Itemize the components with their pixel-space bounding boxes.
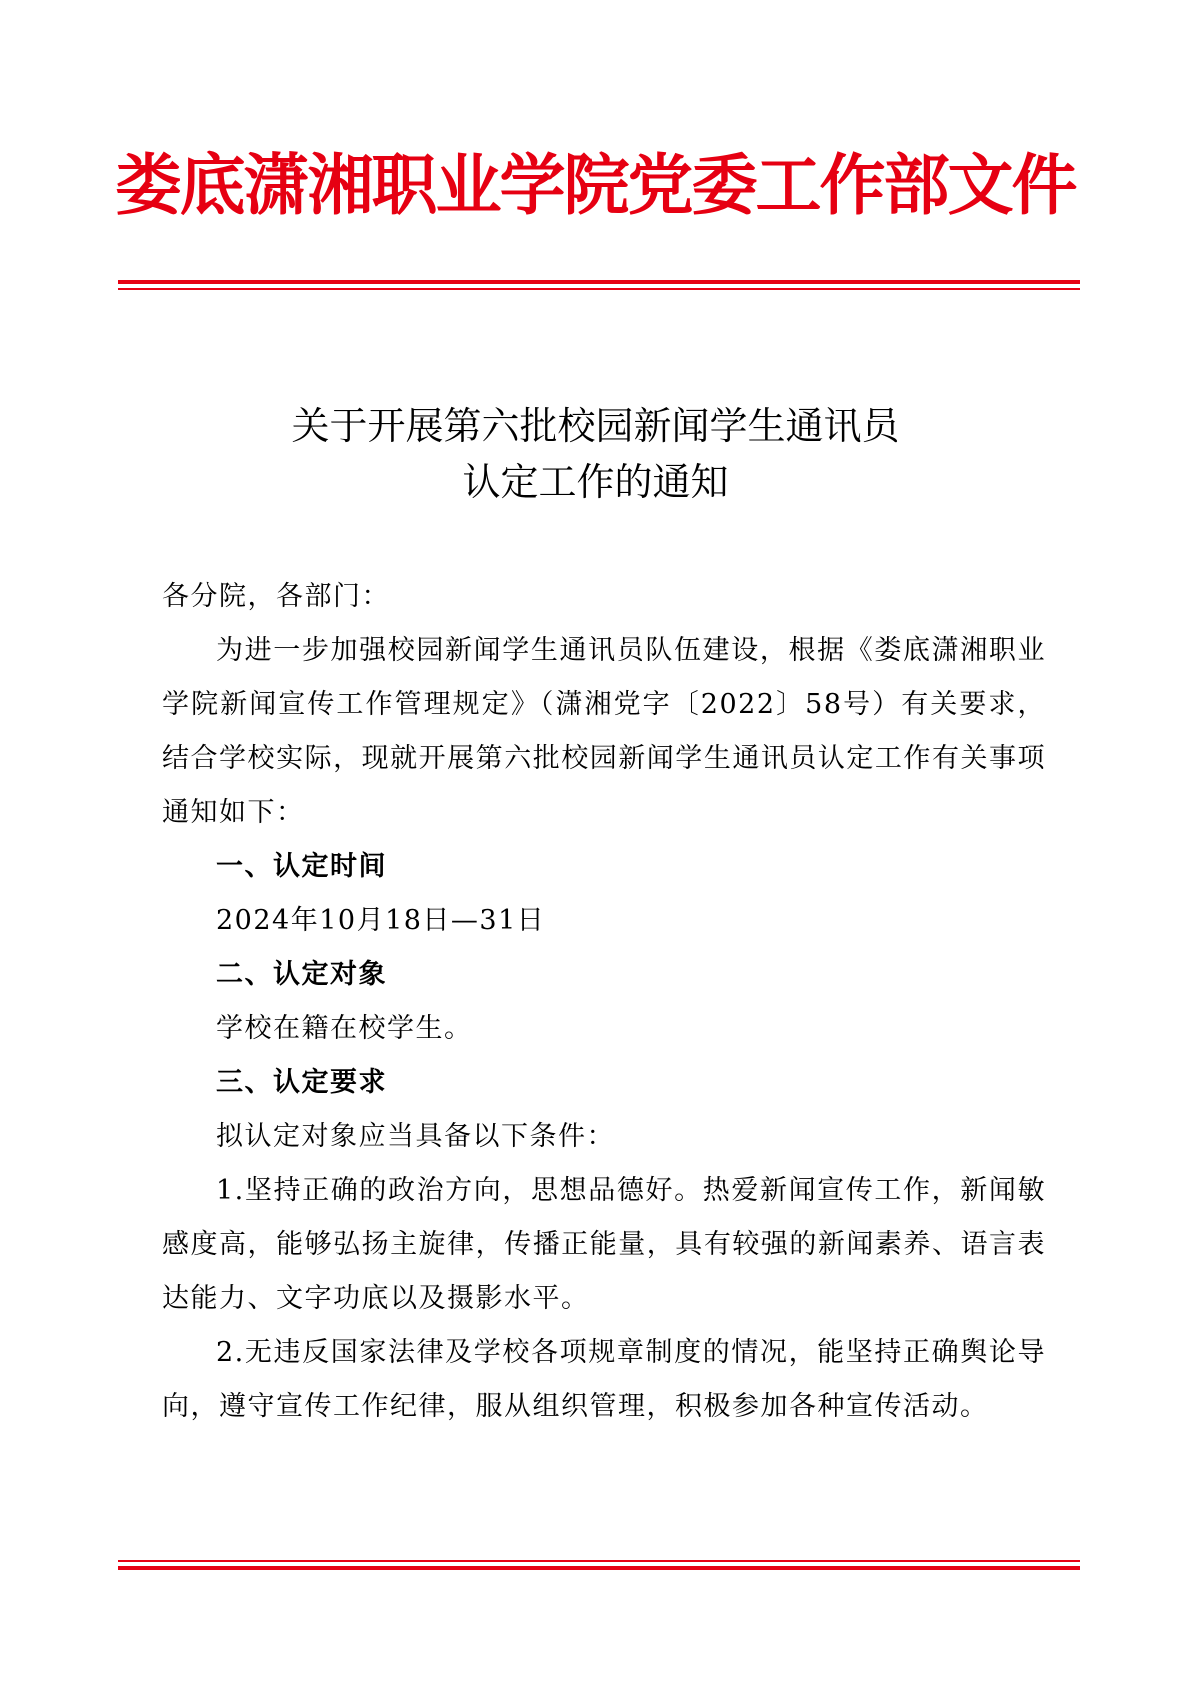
section-2-text: 学校在籍在校学生。 <box>216 1013 473 1044</box>
requirement-item-2: 2.无违反国家法律及学校各项规章制度的情况，能坚持正确舆论导向，遵守宣传工作纪律，服从组织管理，积极参加各种宣传活动。 <box>162 1337 1046 1422</box>
document-masthead: 娄底潇湘职业学院党委工作部文件 <box>115 146 1076 224</box>
document-title-line-2: 认定工作的通知 <box>462 460 729 504</box>
footer-rule-thick <box>118 1566 1080 1570</box>
section-3-heading: 三、认定要求 <box>216 1067 387 1098</box>
section-1-text: 2024年10月18日—31日 <box>216 905 546 936</box>
section-2-heading: 二、认定对象 <box>216 959 387 990</box>
salutation: 各分院，各部门： <box>162 581 390 612</box>
document-title <box>0 398 1191 510</box>
document-title-line-1: 关于开展第六批校园新闻学生通讯员 <box>291 404 900 448</box>
section-3-intro: 拟认定对象应当具备以下条件： <box>216 1121 615 1152</box>
intro-paragraph: 为进一步加强校园新闻学生通讯员队伍建设，根据《娄底潇湘职业学院新闻宣传工作管理规定》（潇湘党字〔2022〕58号）有关要求，结合学校实际，现就开展第六批校园新闻学生通讯员认定工作有关事项通知如下： <box>162 635 1046 828</box>
requirement-item-1: 1.坚持正确的政治方向，思想品德好。热爱新闻宣传工作，新闻敏感度高，能够弘扬主旋律，传播正能量，具有较强的新闻素养、语言表达能力、文字功底以及摄影水平。 <box>162 1175 1046 1314</box>
section-1-heading: 一、认定时间 <box>216 851 387 882</box>
document-body <box>162 570 1046 1434</box>
masthead-rule-thin <box>118 288 1080 290</box>
masthead-rule-thick <box>118 280 1080 284</box>
footer-rule-thin <box>118 1560 1080 1562</box>
